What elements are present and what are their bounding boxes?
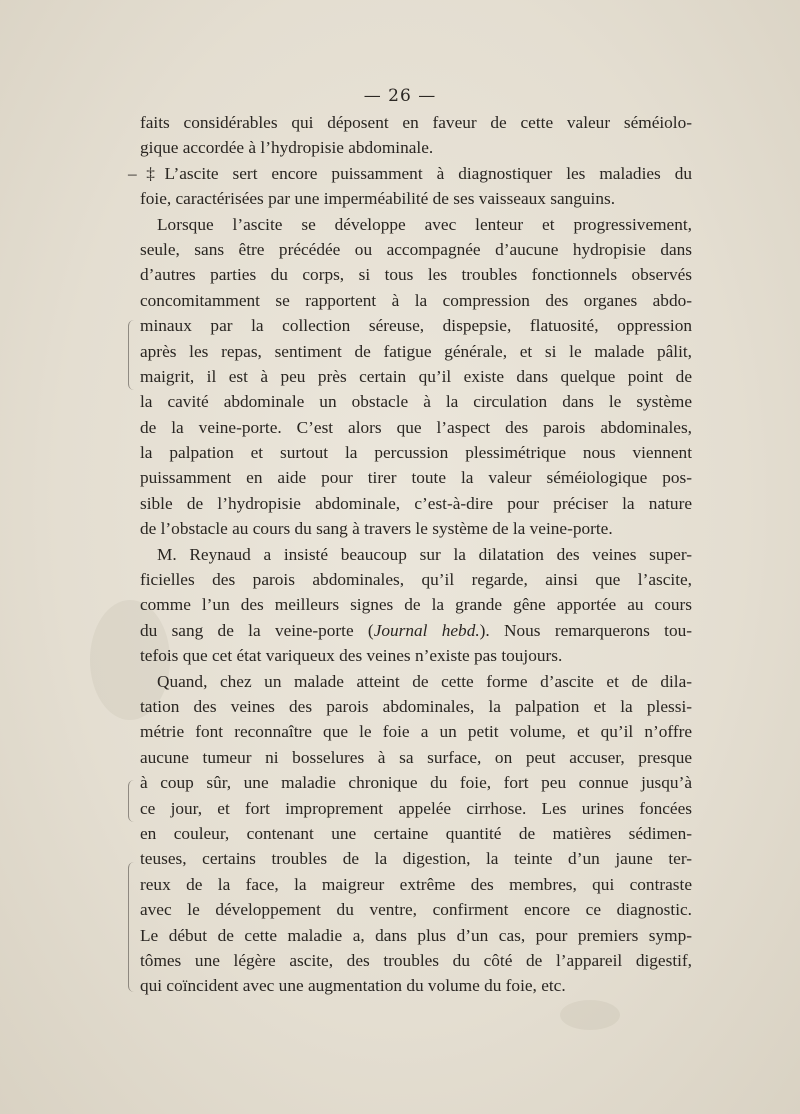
text-segment: la cavité abdominale un obstacle à la circulation dans le système xyxy=(140,392,692,412)
text-segment: tation des veines des parois abdominales, la palpation et la plessi- xyxy=(140,696,692,716)
text-segment: ). Nous remarquerons tou- xyxy=(479,620,692,640)
text-segment: après les repas, sentiment de fatigue générale, et si le malade pâlit, xyxy=(140,341,692,361)
text-line xyxy=(128,161,692,186)
text-segment: avec le développement du ventre, confirment encore ce diagnostic. xyxy=(140,900,692,920)
text-segment: teuses, certains troubles de la digestion, la teinte d’un jaune ter- xyxy=(140,849,692,869)
text-line xyxy=(140,745,692,770)
margin-pencil-mark xyxy=(128,862,135,992)
text-line xyxy=(140,339,692,364)
text-segment: ‒‡L’ascite sert encore puissamment à diagnostiquer les maladies du xyxy=(128,163,692,183)
text-segment: seule, sans être précédée ou accompagnée d’aucune hydropisie dans xyxy=(140,239,692,259)
text-line xyxy=(140,389,692,414)
text-line xyxy=(140,516,692,541)
text-segment: M. Reynaud a insisté beaucoup sur la dilatation des veines super- xyxy=(157,544,692,564)
text-line xyxy=(140,237,692,262)
text-segment: Lorsque l’ascite se développe avec lenteur et progressivement, xyxy=(157,214,692,234)
text-line xyxy=(140,465,692,490)
text-segment: maigrit, il est à peu près certain qu’il existe dans quelque point de xyxy=(140,366,692,386)
text-line xyxy=(140,897,692,922)
text-segment: tefois que cet état variqueux des veines n’existe pas toujours. xyxy=(140,646,563,666)
text-segment: d’autres parties du corps, si tous les troubles fonctionnels observés xyxy=(140,265,692,285)
text-line xyxy=(140,212,692,237)
text-line xyxy=(140,643,692,668)
text-line xyxy=(140,821,692,846)
citation-italic: Journal hebd. xyxy=(373,620,480,640)
text-line xyxy=(140,618,692,643)
page-number: — 26 — xyxy=(363,86,437,106)
text-line xyxy=(140,567,692,592)
text-segment: sible de l’hydropisie abdominale, c’est-à-dire pour préciser la nature xyxy=(140,493,692,513)
text-line xyxy=(140,491,692,516)
text-line xyxy=(140,313,692,338)
text-line xyxy=(140,415,692,440)
text-segment: aucune tumeur ni bosselures à sa surface, on peut accuser, presque xyxy=(140,747,692,767)
text-line xyxy=(140,669,692,694)
text-line xyxy=(140,694,692,719)
text-line xyxy=(140,592,692,617)
text-line xyxy=(140,288,692,313)
text-segment: de la veine-porte. C’est alors que l’aspect des parois abdominales, xyxy=(140,417,692,437)
text-segment: comme l’un des meilleurs signes de la grande gêne apportée au cours xyxy=(140,595,692,615)
text-segment: en couleur, contenant une certaine quantité de matières sédimen- xyxy=(140,823,692,843)
text-line xyxy=(140,846,692,871)
text-line xyxy=(140,135,692,160)
text-segment: reux de la face, la maigreur extrême des membres, qui contraste xyxy=(140,874,692,894)
text-segment: qui coïncident avec une augmentation du volume du foie, etc. xyxy=(140,976,566,996)
text-line xyxy=(140,948,692,973)
text-line xyxy=(140,110,692,135)
text-segment: gique accordée à l’hydropisie abdominale. xyxy=(140,138,434,158)
text-segment: minaux par la collection séreuse, dispepsie, flatuosité, oppression xyxy=(140,316,692,336)
text-segment: à coup sûr, une maladie chronique du foie, fort peu connue jusqu’à xyxy=(140,773,692,793)
text-line xyxy=(140,872,692,897)
text-line xyxy=(140,923,692,948)
text-line xyxy=(140,440,692,465)
text-segment: la palpation et surtout la percussion plessimétrique nous viennent xyxy=(140,443,692,463)
text-segment: foie, caractérisées par une imperméabilité de ses vaisseaux sanguins. xyxy=(140,189,616,209)
text-segment: de l’obstacle au cours du sang à travers le système de la veine-porte. xyxy=(140,519,613,539)
text-line xyxy=(140,973,692,998)
text-line xyxy=(140,719,692,744)
text-line xyxy=(140,262,692,287)
text-segment: ficielles des parois abdominales, qu’il regarde, ainsi que l’ascite, xyxy=(140,570,692,590)
text-line xyxy=(140,542,692,567)
text-segment: ce jour, et fort improprement appelée cirrhose. Les urines foncées xyxy=(140,798,692,818)
text-line xyxy=(140,186,692,211)
text-segment: Quand, chez un malade atteint de cette forme d’ascite et de dila- xyxy=(157,671,692,691)
text-segment: puissamment en aide pour tirer toute la valeur séméiologique pos- xyxy=(140,468,692,488)
text-segment: métrie font reconnaître que le foie a un petit volume, et qu’il n’offre xyxy=(140,722,692,742)
text-line xyxy=(140,364,692,389)
margin-pencil-mark xyxy=(128,320,135,390)
body-text xyxy=(128,110,692,999)
text-segment: du sang de la veine-porte ( xyxy=(140,620,374,640)
paper-stain xyxy=(560,1000,620,1030)
margin-pencil-mark xyxy=(128,780,135,822)
text-line xyxy=(140,770,692,795)
text-segment: tômes une légère ascite, des troubles du côté de l’appareil digestif, xyxy=(140,950,692,970)
text-segment: concomitamment se rapportent à la compression des organes abdo- xyxy=(140,290,692,310)
text-line xyxy=(140,796,692,821)
text-segment: Le début de cette maladie a, dans plus d’un cas, pour premiers symp- xyxy=(140,925,692,945)
text-segment: faits considérables qui déposent en faveur de cette valeur séméiolo- xyxy=(140,113,692,132)
